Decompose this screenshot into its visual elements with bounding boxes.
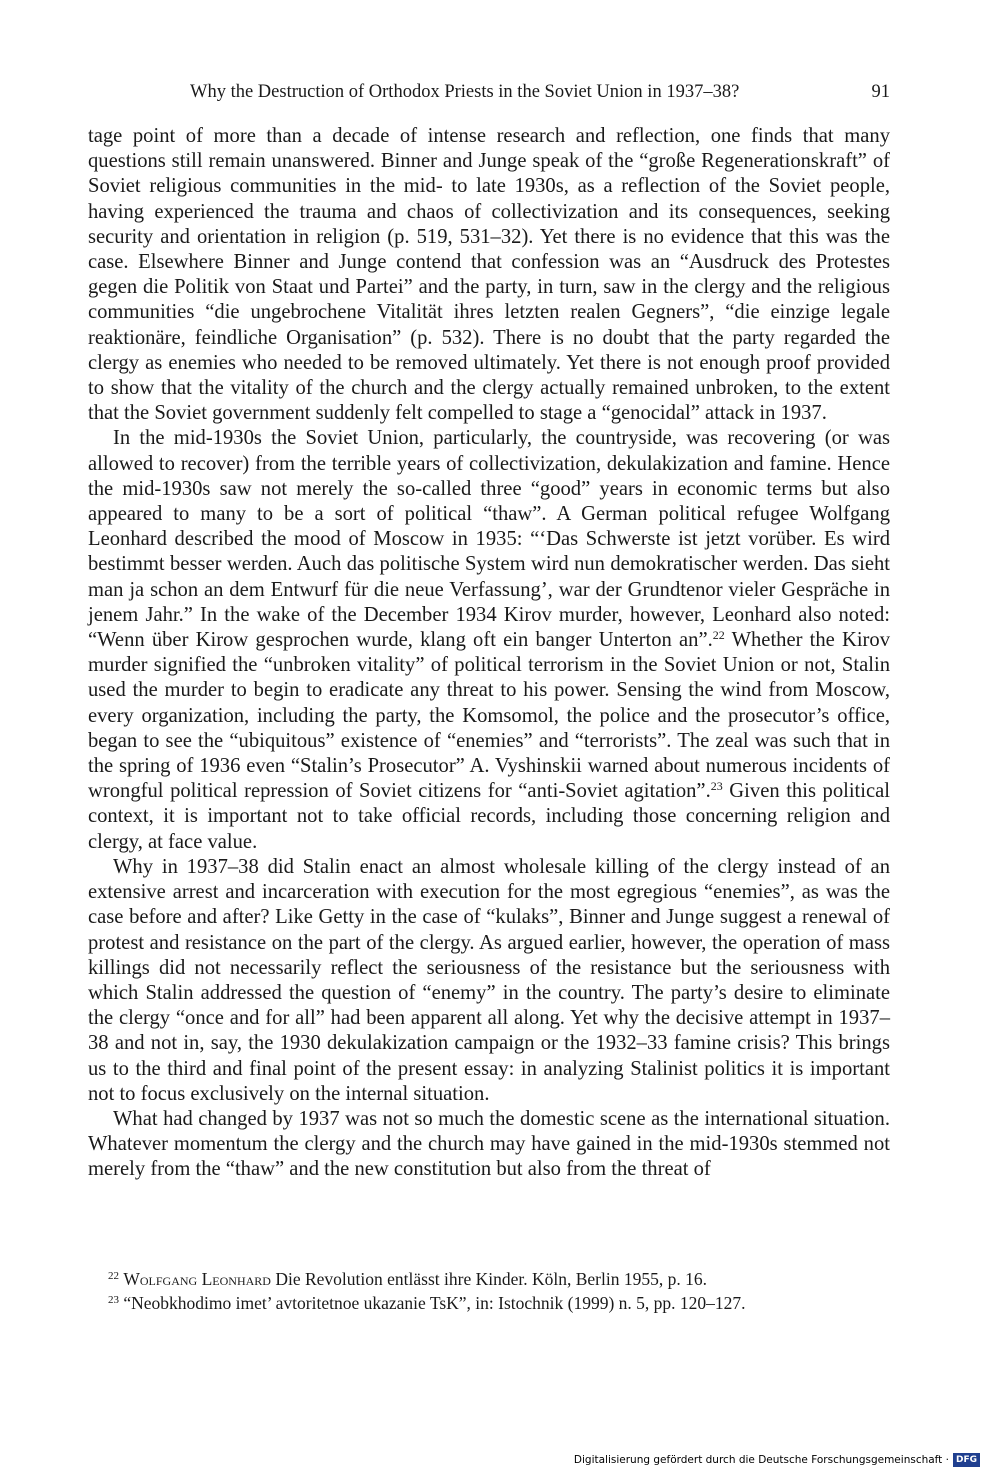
footnote-text: “Neobkhodimo imet’ avtoritetnoe ukazanie TsK”, in: Istochnik (1999) n. 5, pp. 120–127. — [119, 1292, 746, 1313]
page-number: 91 — [871, 82, 890, 102]
running-head-title: Why the Destruction of Orthodox Priests in the Soviet Union in 1937–38? — [190, 82, 740, 102]
footnote-ref-22[interactable]: 22 — [712, 628, 725, 643]
footnote-number: 23 — [108, 1293, 119, 1306]
paragraph-4 — [88, 1107, 890, 1183]
footnote-23 — [108, 1292, 890, 1316]
banner-text: Digitalisierung gefördert durch die Deutsche Forschungsgemeinschaft · — [573, 1454, 949, 1466]
digitization-banner — [574, 1453, 980, 1467]
paragraph-3 — [88, 855, 890, 1107]
paragraph-text: In the mid-1930s the Soviet Union, particularly, the countryside, was recovering (or was allowed to recover) from the terrible years of collectivization, dekulakization and famine. Hence the mid-1930s saw not merely the so-called three “good” years in economic terms but also appeared to many to be a sort of political “thaw”. A German political refugee Wolfgang Leonhard described the mood of Moscow in 1935: “‘Das Schwerste ist jetzt vorüber. Es wird bestimmt besser werden. Auch das politische System wird nun demokratischer werden. Das sieht man ja schon an dem Entwurf für die neue Verfassung’, war der Grundtenor vieler Gespräche in jenem Jahr.” In the wake of the December 1934 Kirov murder, however, Leonhard also noted: “Wenn über Kirow gesprochen wurde, klang oft ein banger Unterton an”. — [88, 427, 890, 652]
footnote-ref-23[interactable]: 23 — [710, 779, 723, 794]
paragraph-1 — [88, 124, 890, 426]
paragraph-text: What had changed by 1937 was not so much the domestic scene as the international situation. Whatever momentum the clergy and the church may have gained in the mid-1930s stemmed not merely from the “thaw” and the new constitution but also from the threat of — [88, 1107, 890, 1181]
paragraph-text: tage point of more than a decade of intense research and reflection, one finds that many questions still remain unanswered. Binner and Junge speak of the “große Regenerationskraft” of Soviet religious communities in the mid- to late 1930s, as a reflection of the Soviet people, having experienced the trauma and chaos of collectivization and its consequences, seeking security and orientation in religion (p. 519, 531–32). Yet there is no evidence that this was the case. Elsewhere Binner and Junge contend that confession was an “Ausdruck des Protestes gegen die Politik von Staat und Partei” and the party, in turn, saw in the clergy and the religious communities “die ungebrochene Vitalität ihres letzten realen Gegners”, “die einzige legale reaktionäre, feindliche Organisation” (p. 532). There is no doubt that the party regarded the clergy as enemies who needed to be removed ultimately. Yet there is not enough proof provided to show that the vitality of the church and the clergy actually remained unbroken, to the extent that the Soviet government suddenly felt compelled to stage a “genocidal” attack in 1937. — [88, 125, 890, 425]
paragraph-2 — [88, 426, 890, 854]
paragraph-text: Why in 1937–38 did Stalin enact an almost wholesale killing of the clergy instead of an extensive arrest and incarceration with execution for the most egregious “enemies”, as was the case before and after? Like Getty in the case of “kulaks”, Binner and Junge suggest a renewal of protest and resistance on the part of the clergy. As argued earlier, however, the operation of mass killings did not necessarily reflect the seriousness of the resistance but the seriousness with which Stalin addressed the question of “enemy” in the country. The party’s desire to eliminate the clergy “once and for all” had been apparent all along. Yet why the decisive attempt in 1937–38 and not in, say, the 1930 dekulakization campaign or the 1932–33 famine crisis? This brings us to the third and final point of the present essay: in analyzing Stalinist politics it is important not to focus exclusively on the internal situation. — [88, 855, 890, 1105]
dfg-logo-icon: DFG — [953, 1453, 980, 1467]
footnote-number: 22 — [108, 1270, 119, 1282]
footnote-22 — [108, 1268, 890, 1292]
paragraph-text: Given this political context, it is important not to take official records, including those concerning religion and clergy, at face value. — [88, 780, 891, 853]
body-text — [88, 124, 890, 1183]
footnote-author: Wolfgang Leonhard — [123, 1269, 271, 1289]
running-head — [190, 80, 890, 104]
footnote-text: Die Revolution entlässt ihre Kinder. Köln, Berlin 1955, p. 16. — [270, 1269, 707, 1289]
paragraph-text: Whether the Kirov murder signified the “unbroken vitality” of political terrorism in the Soviet Union or not, Stalin used the murder to begin to eradicate any threat to his power. Sensing the wind from Moscow, every organization, including the party, the Komsomol, the police and the prosecutor’s office, began to see the “ubiquitous” existence of “enemies” and “terrorists”. The zeal was such that in the spring of 1936 even “Stalin’s Prosecutor” A. Vyshinskii warned about numerous incidents of wrongful political repression of Soviet citizens for “anti-Soviet agitation”. — [88, 629, 891, 803]
footnotes — [108, 1268, 890, 1315]
